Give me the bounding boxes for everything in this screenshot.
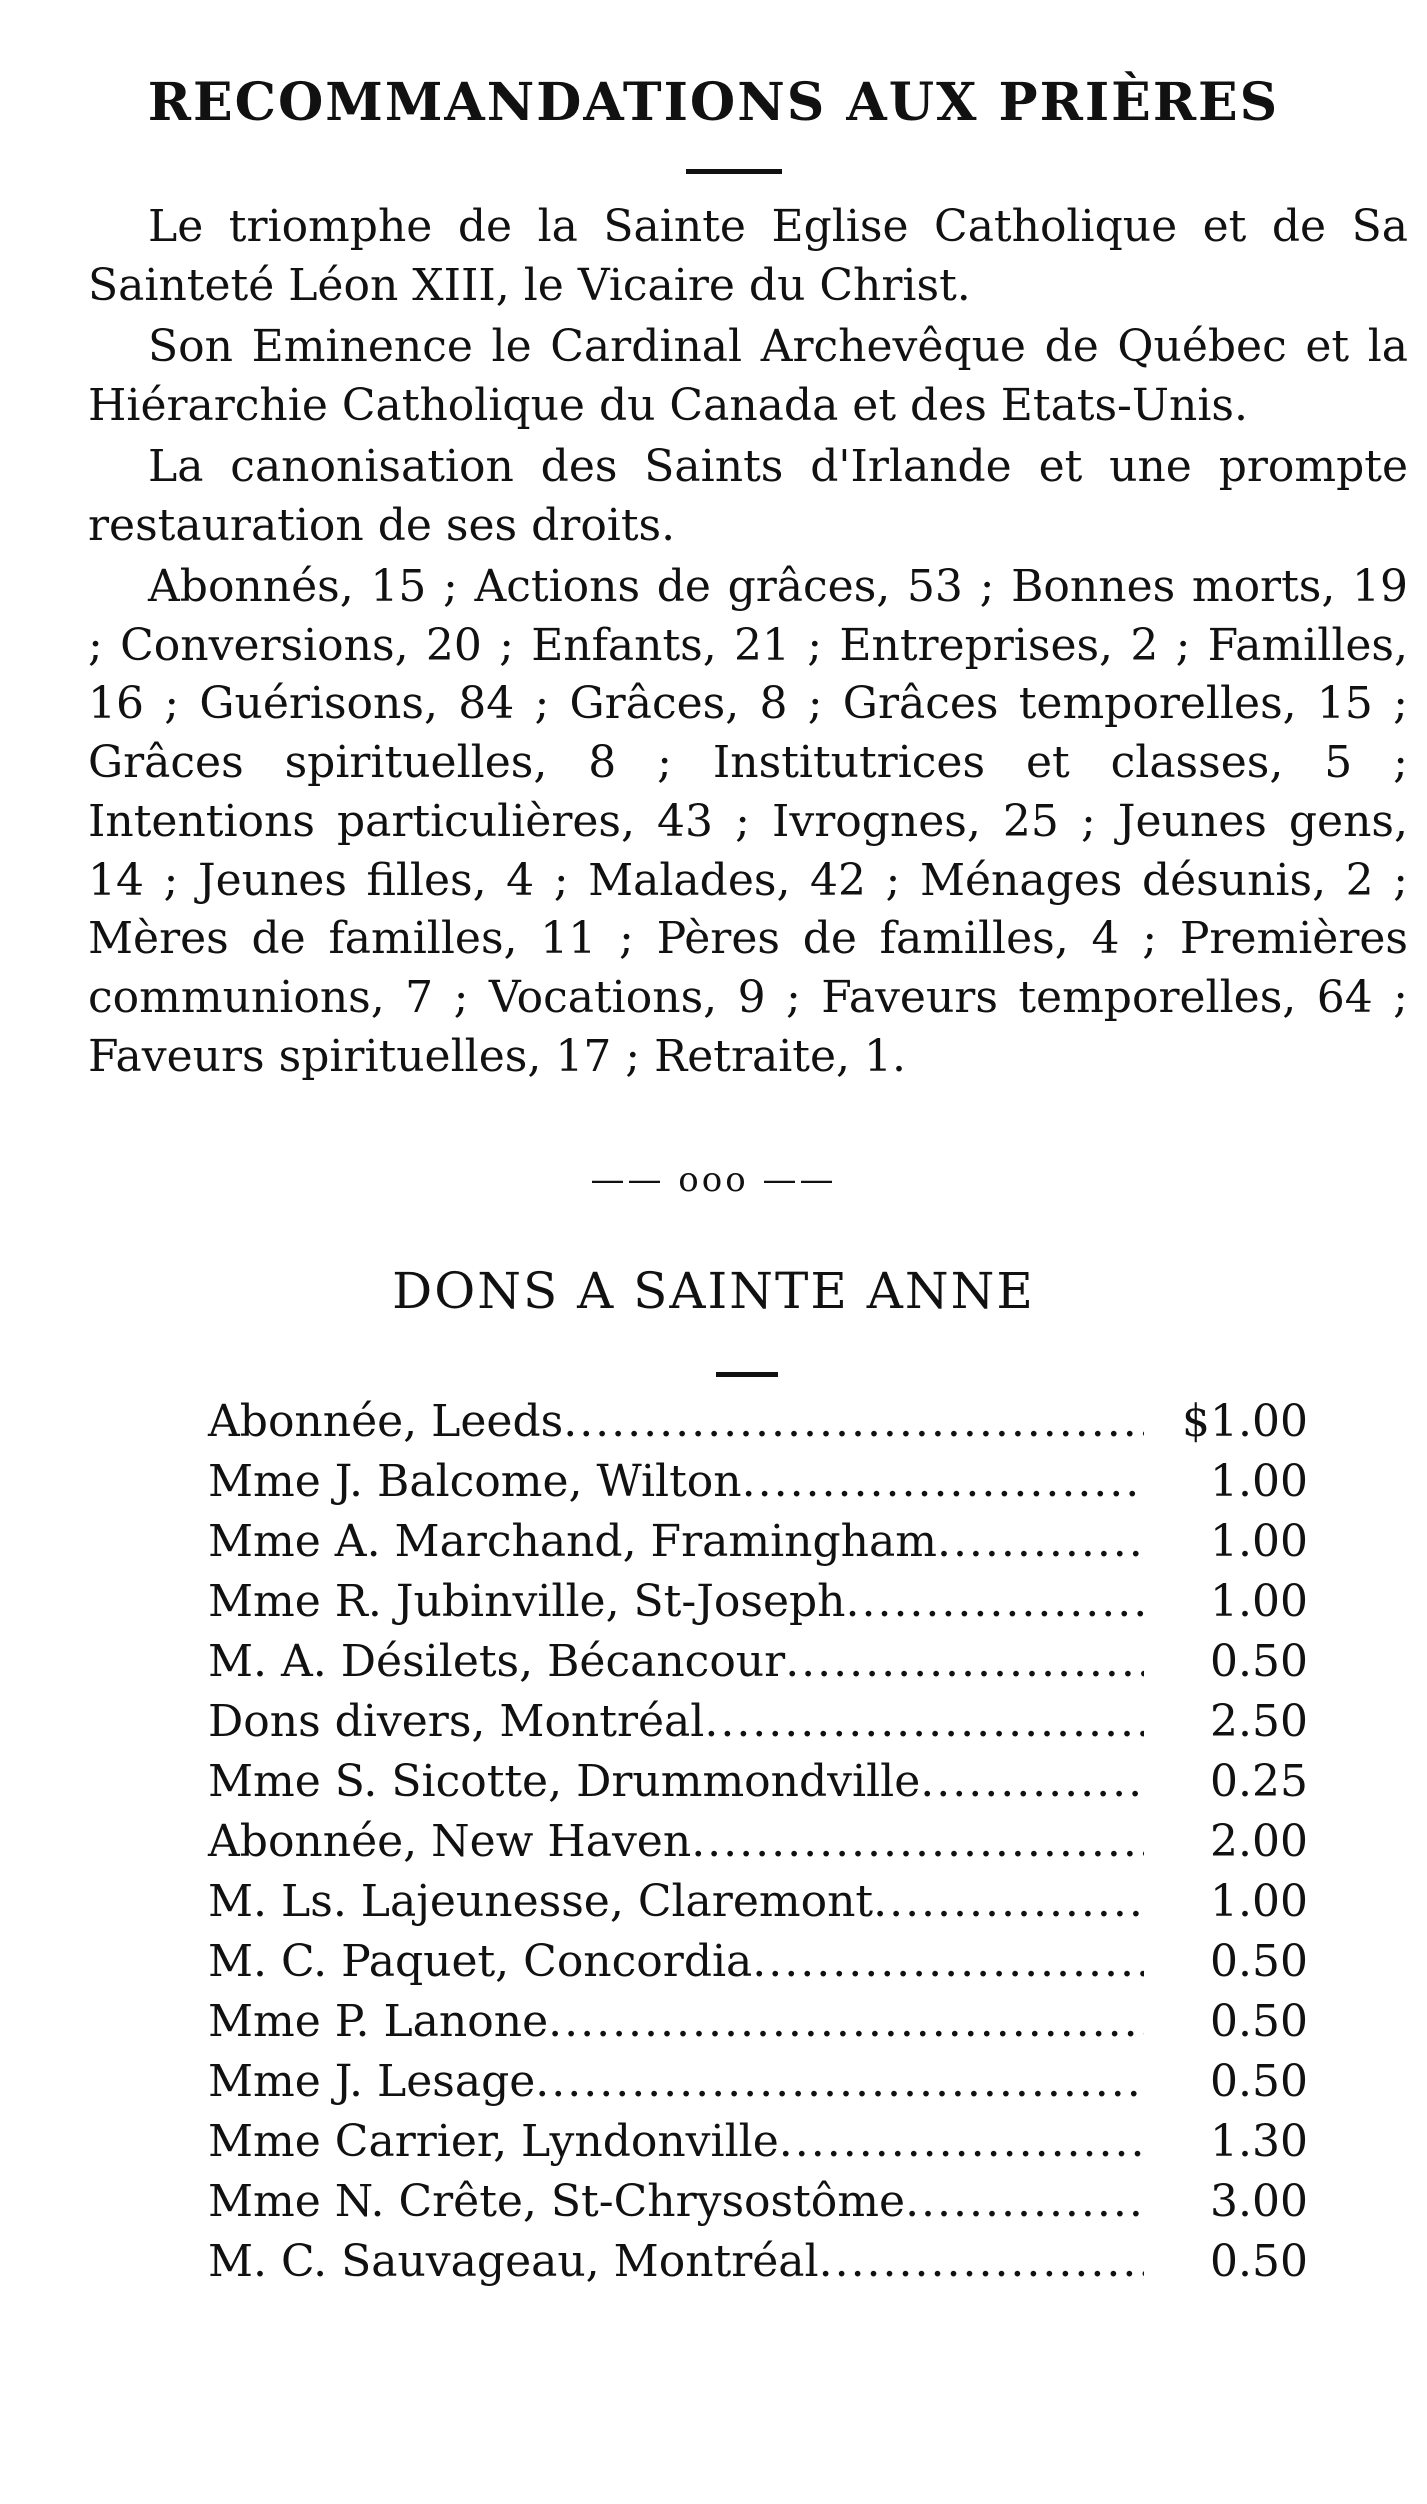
donor-name: M. C. Sauvageau, Montréal (208, 2236, 819, 2287)
title-underline-rule (716, 1372, 778, 1377)
section-title-recommandations: RECOMMANDATIONS AUX PRIÈRES (147, 72, 1280, 133)
title-underline-rule (686, 169, 782, 174)
donor-name: Mme A. Marchand, Framingham (208, 1516, 937, 1567)
leader-dots (691, 1812, 1144, 1872)
donation-amount: 0.25 (1210, 1756, 1308, 1807)
donation-row (208, 1572, 1308, 1632)
donation-amount: 0.50 (1210, 2056, 1308, 2107)
donor-name: Mme S. Sicotte, Drummondville (208, 1756, 921, 1807)
leader-dots (752, 1932, 1144, 1992)
leader-dots (937, 1512, 1144, 1572)
donation-row (208, 1752, 1308, 1812)
donation-row (208, 1512, 1308, 1572)
leader-dots (905, 2172, 1144, 2232)
leader-dots (704, 1692, 1144, 1752)
donor-name: Mme P. Lanone (208, 1996, 549, 2047)
leader-dots (548, 1992, 1144, 2052)
donation-amount: 2.00 (1210, 1816, 1308, 1867)
donor-name: Mme J. Balcome, Wilton (208, 1456, 742, 1507)
prayer-intentions-counts: Abonnés, 15 ; Actions de grâces, 53 ; Bonnes morts, 19 ; Conversions, 20 ; Enfants, 21 ; Entreprises, 2 ; Familles, 16 ; Guérisons, 84 ; Grâces, 8 ; Grâces temporelles, 15 ; Grâces spirituelles, 8 ; Institutrices et classes, 5 ; Intentions particulières, 43 ; Ivrognes, 25 ; Jeunes gens, 14 ; Jeunes filles, 4 ; Malades, 42 ; Ménages désunis, 2 ; Mères de familles, 11 ; Pères de familles, 4 ; Premières communions, 7 ; Vocations, 9 ; Faveurs temporelles, 64 ; Faveurs spirituelles, 17 ; Retraite, 1. (88, 561, 1408, 1082)
donation-row (208, 1872, 1308, 1932)
prayer-paragraph-1: Le triomphe de la Sainte Eglise Catholique et de Sa Sainteté Léon XIII, le Vicaire du Christ. (88, 201, 1408, 311)
donation-amount: 1.30 (1210, 2116, 1308, 2167)
donor-name: Mme Carrier, Lyndonville (208, 2116, 779, 2167)
donation-amount: 1.00 (1210, 1876, 1308, 1927)
donor-name: Abonnée, New Haven (208, 1816, 692, 1867)
donor-name: Abonnée, Leeds (208, 1396, 564, 1447)
leader-dots (873, 1872, 1144, 1932)
donor-name: M. A. Désilets, Bécancour (208, 1636, 786, 1687)
donor-name: Mme N. Crête, St-Chrysostôme (208, 2176, 906, 2227)
section-separator: —— ooo —— (590, 1160, 837, 1200)
donation-row (208, 1812, 1308, 1872)
donation-amount: 1.00 (1210, 1456, 1308, 1507)
leader-dots (779, 2112, 1144, 2172)
donation-row (208, 2232, 1308, 2292)
leader-dots (920, 1752, 1144, 1812)
donation-amount: 3.00 (1210, 2176, 1308, 2227)
donation-row (208, 1452, 1308, 1512)
leader-dots (785, 1632, 1144, 1692)
donation-row (208, 1992, 1308, 2052)
donation-row (208, 2052, 1308, 2112)
donation-row (208, 1692, 1308, 1752)
leader-dots (742, 1452, 1144, 1512)
donation-amount: 0.50 (1210, 1636, 1308, 1687)
donation-amount: 0.50 (1210, 1936, 1308, 1987)
leader-dots (563, 1392, 1144, 1452)
donation-amount: 2.50 (1210, 1696, 1308, 1747)
donations-list (208, 1392, 1308, 2292)
donation-row (208, 1392, 1308, 1452)
prayer-paragraph-2: Son Eminence le Cardinal Archevêque de Québec et la Hiérarchie Catholique du Canada et des Etats-Unis. (88, 321, 1408, 431)
leader-dots (845, 1572, 1144, 1632)
donor-name: Dons divers, Montréal (208, 1696, 705, 1747)
donor-name: Mme R. Jubinville, St-Joseph (208, 1576, 846, 1627)
prayer-paragraph-3: La canonisation des Saints d'Irlande et une prompte restauration de ses droits. (88, 441, 1408, 551)
donation-row (208, 2172, 1308, 2232)
leader-dots (535, 2052, 1144, 2112)
donation-amount: 0.50 (1210, 1996, 1308, 2047)
leader-dots (819, 2232, 1144, 2292)
donation-amount: 1.00 (1210, 1576, 1308, 1627)
section-title-dons: DONS A SAINTE ANNE (392, 1262, 1035, 1320)
donation-amount: $1.00 (1182, 1396, 1308, 1447)
donation-amount: 0.50 (1210, 2236, 1308, 2287)
donor-name: Mme J. Lesage (208, 2056, 536, 2107)
donation-row (208, 1932, 1308, 1992)
donation-row (208, 2112, 1308, 2172)
donation-row (208, 1632, 1308, 1692)
donor-name: M. Ls. Lajeunesse, Claremont (208, 1876, 874, 1927)
donation-amount: 1.00 (1210, 1516, 1308, 1567)
donor-name: M. C. Paquet, Concordia (208, 1936, 753, 1987)
